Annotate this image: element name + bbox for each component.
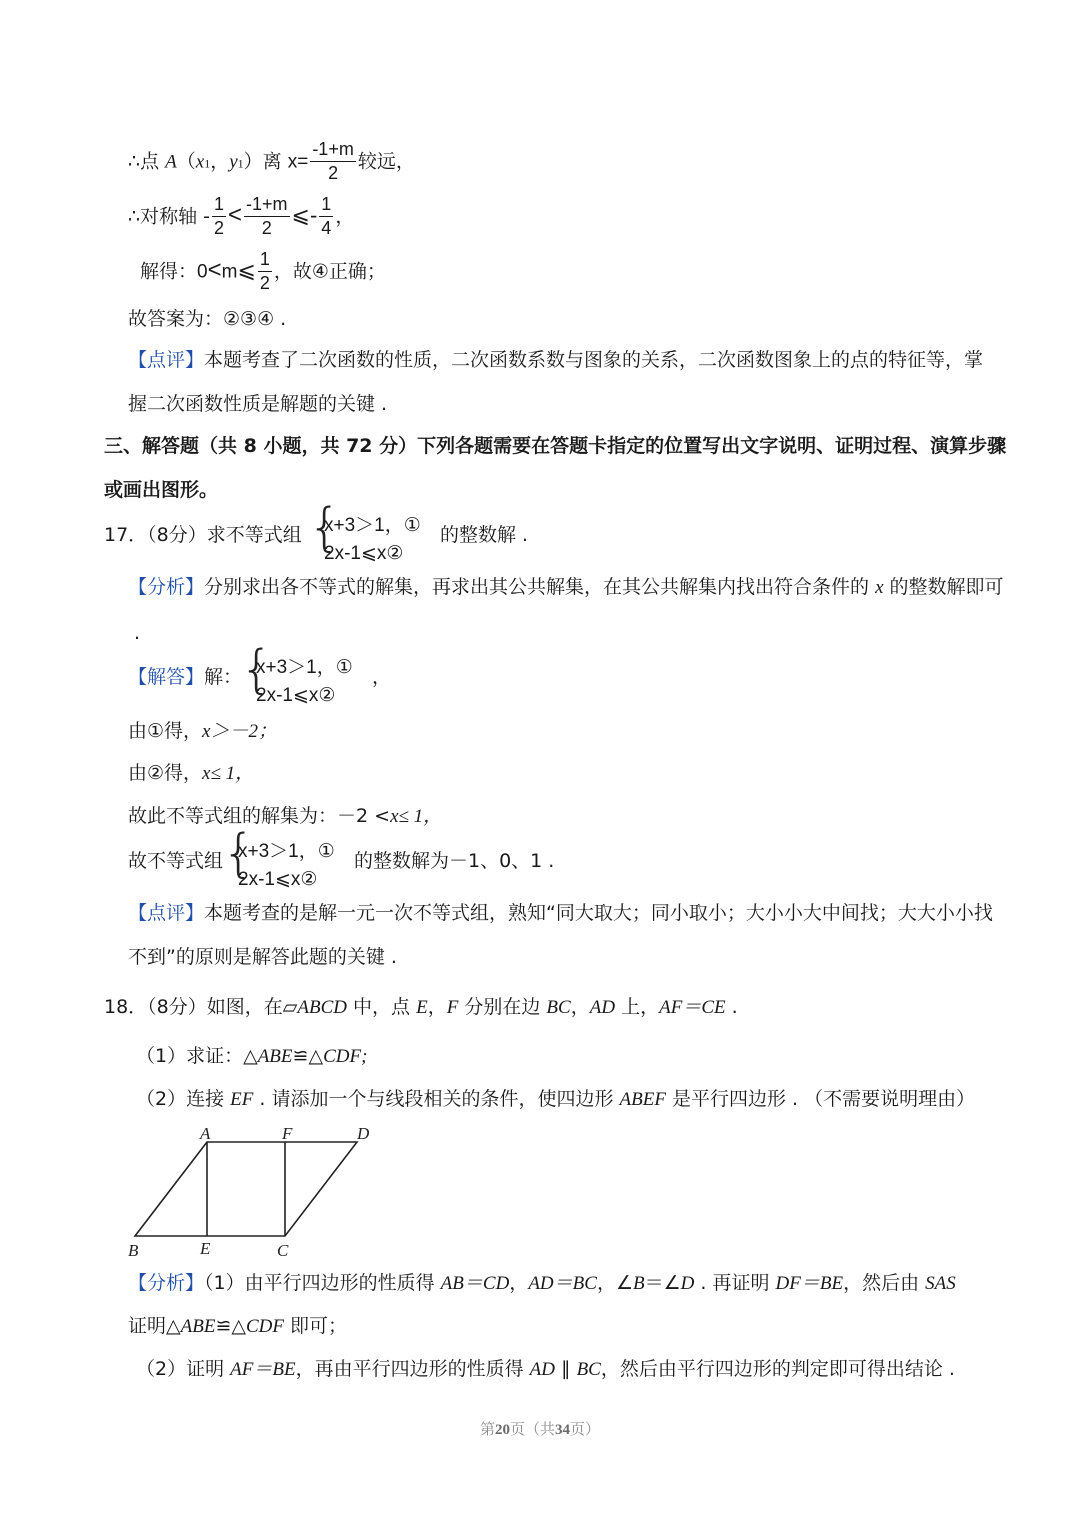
- left-brace: {: [240, 640, 274, 700]
- fraction: $\frac{1}{2}$: [259, 249, 270, 293]
- answer-line: 故答案为：②③④ .: [128, 308, 287, 330]
- label-d: D: [357, 1124, 370, 1143]
- analysis-18-line2: 证明△ABE≌△CDF 即可；: [128, 1315, 348, 1337]
- parallelogram-outline: [135, 1142, 357, 1236]
- comment-tag: 【点评】: [128, 349, 205, 371]
- fraction: $\frac{1}{4}$: [321, 194, 332, 238]
- line-solve: 解得：0<m⩽ $\frac{1}{2}$ ，故④正确；: [140, 249, 386, 293]
- analysis-tag: 【分析】: [128, 576, 205, 598]
- solution-17-comma: ，: [372, 666, 392, 688]
- step-4: 故不等式组: [128, 850, 224, 872]
- analysis-18-line3: （2）证明 AF＝BE，再由平行四边形的性质得 AD ∥ BC，然后由平行四边形的判定即可得出结论 .: [136, 1358, 955, 1380]
- question-18-part1: （1）求证：△ABE≌△CDF;: [136, 1045, 368, 1067]
- question-18-part2: （2）连接 EF . 请添加一个与线段相关的条件，使四边形 ABEF 是平行四边形 . （不需要说明理由）: [136, 1088, 976, 1110]
- step-4-end: 的整数解为－1、0、1 .: [354, 850, 555, 872]
- step-1: 由①得，x＞－2；: [128, 720, 277, 742]
- comment-17-line2: 不到”的原则是解答此题的关键 .: [128, 946, 397, 968]
- fraction: $\frac{1}{2}$: [213, 194, 224, 238]
- comment-16-line1: 【点评】本题考查了二次函数的性质，二次函数系数与图象的关系，二次函数图象上的点的特征等，掌: [128, 349, 984, 371]
- comment-16-line2: 握二次函数性质是解题的关键 .: [128, 393, 388, 415]
- question-18: 18．（8分）如图，在▱ABCD 中，点 E，F 分别在边 BC，AD 上，AF＝CE .: [104, 996, 738, 1018]
- comment-17-line1: 【点评】本题考查的是解一元一次不等式组，熟知“同大取大；同小取小；大小小大中间找；大大小小找: [128, 902, 993, 924]
- solution-tag: 【解答】: [128, 666, 205, 688]
- parallelogram-figure: [120, 1122, 390, 1262]
- label-e: E: [200, 1239, 211, 1258]
- analysis-tag: 【分析】: [128, 1272, 205, 1294]
- inequality-system: { x+3＞1，① 2x-1⩽x②: [222, 824, 335, 890]
- section-heading-line2: 或画出图形。: [104, 479, 219, 501]
- label-a: A: [200, 1124, 211, 1143]
- step-3: 故此不等式组的解集为：－2 <x≤ 1，: [128, 805, 443, 827]
- question-17: 17．（8分）求不等式组: [104, 524, 302, 546]
- question-17-end: 的整数解 .: [440, 524, 529, 546]
- inequality-system: { x+3＞1，① 2x-1⩽x②: [308, 498, 421, 564]
- solution-17: 【解答】解：: [128, 666, 243, 688]
- line-distance: ∴点 A（x1，y1）离 x= $\frac{-1+m}{2}$ 较远，: [128, 139, 415, 183]
- label-f: F: [282, 1124, 293, 1143]
- fraction: $\frac{-1+m}{2}$: [246, 194, 288, 238]
- analysis-18: 【分析】（1）由平行四边形的性质得 AB＝CD，AD＝BC，∠B＝∠D . 再证明 DF＝BE，然后由 SAS: [128, 1272, 956, 1294]
- fraction: $\frac{-1+m}{2}$: [312, 139, 354, 183]
- analysis-17: 【分析】分别求出各不等式的解集，再求出其公共解集，在其公共解集内找出符合条件的 x 的整数解即可: [128, 576, 1004, 598]
- left-brace: {: [308, 498, 342, 558]
- page-footer: 第20页（共34页）: [479, 1422, 601, 1438]
- analysis-17-end: .: [134, 622, 141, 644]
- label-c: C: [277, 1241, 289, 1260]
- left-brace: {: [222, 824, 256, 884]
- section-heading: 三、解答题（共 8 小题，共 72 分）下列各题需要在答题卡指定的位置写出文字说明、证明过程、演算步骤: [104, 435, 1007, 457]
- comment-tag: 【点评】: [128, 902, 205, 924]
- line-axis: ∴对称轴 - $\frac{1}{2}$ < $\frac{-1+m}{2}$ ⩽- $\frac{1}{4}$ ，: [128, 194, 355, 238]
- label-b: B: [128, 1241, 139, 1260]
- step-2: 由②得，x≤ 1，: [128, 762, 255, 784]
- inequality-system: { x+3＞1，① 2x-1⩽x②: [240, 640, 353, 706]
